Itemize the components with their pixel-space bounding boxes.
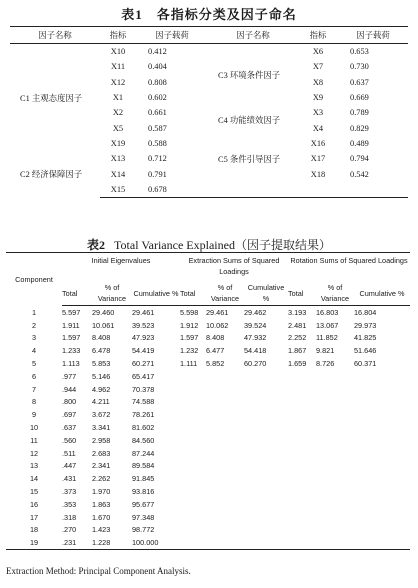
value-cell: .944	[62, 384, 77, 394]
value-cell	[354, 434, 410, 447]
value-cell	[316, 460, 354, 473]
component-cell: 4	[31, 346, 37, 356]
loading-cell: 0.542	[350, 169, 369, 179]
value-cell: 1.233	[62, 346, 81, 356]
value-cell: 2.252	[288, 333, 307, 343]
loading-cell: 0.791	[148, 169, 167, 179]
value-cell	[180, 524, 206, 537]
value-cell	[316, 370, 354, 383]
header-component: Component	[6, 253, 62, 306]
component-cell: 17	[29, 512, 39, 522]
value-cell: 5.853	[92, 359, 111, 369]
value-cell	[244, 485, 288, 498]
value-cell	[316, 447, 354, 460]
indicator-cell: X19	[110, 138, 126, 148]
table-row	[6, 434, 410, 447]
component-cell: 15	[29, 487, 39, 497]
component-cell: 1	[31, 307, 37, 317]
table2-title-prefix: 表2	[87, 238, 106, 252]
value-cell: 47.932	[244, 333, 267, 343]
component-cell: 6	[31, 371, 37, 381]
table-row	[6, 344, 410, 357]
header-extraction-pct: % of Variance	[206, 281, 244, 306]
value-cell: .697	[62, 410, 77, 420]
indicator-cell: X5	[112, 123, 124, 133]
value-cell: 16.804	[354, 307, 377, 317]
value-cell: 39.523	[132, 320, 155, 330]
value-cell: 1.659	[288, 359, 307, 369]
table1-title: 表1 各指标分类及因子命名	[121, 7, 297, 22]
component-cell: 2	[31, 320, 37, 330]
value-cell	[244, 421, 288, 434]
value-cell: 6.478	[92, 346, 111, 356]
factor-naming-body	[10, 44, 408, 198]
value-cell: 29.462	[244, 307, 267, 317]
value-cell	[288, 434, 316, 447]
value-cell	[316, 536, 354, 549]
table-row	[6, 408, 410, 421]
component-cell: 19	[6, 536, 62, 549]
header-extraction-cum: Cumulative %	[244, 281, 288, 306]
value-cell: 95.677	[132, 499, 155, 509]
value-cell	[244, 511, 288, 524]
table-row	[6, 460, 410, 473]
value-cell	[288, 408, 316, 421]
table-row	[6, 511, 410, 524]
value-cell	[244, 447, 288, 460]
value-cell: 29.973	[354, 320, 377, 330]
value-cell	[288, 447, 316, 460]
header-extraction-total: Total	[180, 281, 206, 306]
value-cell	[206, 511, 244, 524]
value-cell: 2.481	[288, 320, 307, 330]
value-cell: 29.460	[92, 307, 115, 317]
value-cell	[206, 408, 244, 421]
value-cell	[316, 434, 354, 447]
value-cell	[288, 485, 316, 498]
table-row	[6, 396, 410, 409]
indicator-cell: X10	[110, 47, 126, 57]
value-cell	[244, 524, 288, 537]
value-cell	[244, 472, 288, 485]
value-cell: 54.418	[244, 346, 267, 356]
factor-name-cell: C5 条件引导因子	[218, 154, 281, 164]
value-cell	[316, 396, 354, 409]
value-cell	[206, 536, 244, 549]
value-cell	[316, 472, 354, 485]
indicator-cell: X15	[100, 182, 136, 198]
value-cell: 1.113	[62, 359, 80, 369]
value-cell	[180, 421, 206, 434]
table2-title-suffix: （因子提取结果）	[234, 238, 331, 252]
value-cell	[180, 434, 206, 447]
value-cell	[206, 434, 244, 447]
value-cell: .231	[62, 536, 92, 549]
value-cell: 1.970	[92, 487, 111, 497]
value-cell	[288, 524, 316, 537]
value-cell	[288, 396, 316, 409]
component-cell: 3	[31, 333, 37, 343]
value-cell: 47.923	[132, 333, 155, 343]
loading-cell: 0.661	[148, 108, 167, 118]
value-cell: 8.726	[316, 359, 335, 369]
value-cell: 1.912	[180, 320, 199, 330]
loading-cell: 0.678	[136, 182, 208, 198]
value-cell: 1.863	[92, 499, 111, 509]
value-cell: 1.597	[62, 333, 81, 343]
value-cell: .511	[62, 448, 76, 458]
value-cell	[354, 536, 410, 549]
value-cell: 1.670	[92, 512, 111, 522]
value-cell	[180, 396, 206, 409]
value-cell: 41.825	[354, 333, 377, 343]
value-cell	[180, 447, 206, 460]
value-cell	[206, 447, 244, 460]
value-cell: 10.062	[206, 320, 229, 330]
value-cell: 3.193	[288, 307, 307, 317]
value-cell: 8.408	[92, 333, 111, 343]
indicator-cell: X18	[310, 169, 326, 179]
value-cell	[180, 498, 206, 511]
value-cell: 60.270	[244, 359, 267, 369]
value-cell	[180, 408, 206, 421]
value-cell: 54.419	[132, 346, 155, 356]
value-cell: 11.852	[316, 333, 338, 343]
indicator-cell: X1	[112, 93, 124, 103]
value-cell	[206, 383, 244, 396]
table-row	[6, 447, 410, 460]
component-cell: 18	[29, 525, 39, 535]
component-cell: 16	[29, 499, 39, 509]
value-cell: 1.111	[180, 359, 198, 369]
indicator-cell: X4	[312, 123, 324, 133]
empty-cell	[208, 182, 298, 198]
indicator-cell: X11	[110, 62, 126, 72]
component-cell: 11	[30, 435, 38, 445]
value-cell: 89.584	[132, 461, 155, 471]
header-extraction-sums: Extraction Sums of Squared Loadings	[180, 253, 288, 282]
header-rotation-pct: % of Variance	[316, 281, 354, 306]
value-cell	[206, 498, 244, 511]
value-cell	[206, 396, 244, 409]
value-cell: 1.423	[92, 525, 111, 535]
loading-cell: 0.653	[350, 47, 369, 57]
component-cell: 7	[31, 384, 37, 394]
table-row	[6, 306, 410, 319]
value-cell: 5.146	[92, 371, 111, 381]
value-cell: .353	[62, 499, 77, 509]
table-row	[6, 332, 410, 345]
value-cell: 5.597	[62, 307, 81, 317]
header-initial-cum: Cumulative %	[132, 281, 180, 306]
value-cell	[206, 370, 244, 383]
loading-cell: 0.602	[148, 93, 167, 103]
value-cell: .270	[62, 525, 77, 535]
loading-cell: 0.637	[350, 77, 369, 87]
value-cell	[354, 524, 410, 537]
factor-name-cell: C1 主观态度因子	[20, 93, 83, 103]
value-cell: 2.262	[92, 474, 111, 484]
value-cell: 1.911	[62, 320, 80, 330]
value-cell: 9.821	[316, 346, 335, 356]
value-cell	[180, 511, 206, 524]
value-cell	[354, 498, 410, 511]
value-cell: 51.646	[354, 346, 377, 356]
value-cell: 6.477	[206, 346, 225, 356]
value-cell: 98.772	[132, 525, 155, 535]
value-cell	[180, 485, 206, 498]
table-row	[6, 421, 410, 434]
value-cell	[354, 396, 410, 409]
value-cell	[244, 498, 288, 511]
value-cell	[244, 460, 288, 473]
value-cell	[244, 383, 288, 396]
value-cell: 39.524	[244, 320, 267, 330]
value-cell	[354, 472, 410, 485]
value-cell	[288, 370, 316, 383]
value-cell: 70.378	[132, 384, 155, 394]
loading-cell: 0.789	[350, 108, 369, 118]
component-cell: 14	[29, 474, 39, 484]
value-cell	[206, 472, 244, 485]
value-cell	[206, 485, 244, 498]
value-cell: 5.852	[206, 359, 225, 369]
value-cell	[180, 536, 206, 549]
value-cell: 81.602	[132, 423, 155, 433]
value-cell	[244, 536, 288, 549]
value-cell: 93.816	[132, 487, 155, 497]
value-cell: 13.067	[316, 320, 339, 330]
total-variance-body	[6, 306, 410, 550]
component-cell: 10	[29, 423, 39, 433]
header-loading-left: 因子载荷	[136, 27, 208, 44]
value-cell: 16.803	[316, 307, 339, 317]
loading-cell: 0.588	[148, 138, 167, 148]
loading-cell: 0.489	[350, 138, 369, 148]
extraction-method-note: Extraction Method: Principal Component Analysis.	[6, 566, 191, 576]
value-cell: 29.461	[132, 307, 155, 317]
value-cell: .318	[62, 512, 77, 522]
component-cell: 8	[31, 397, 37, 407]
value-cell	[206, 524, 244, 537]
value-cell	[316, 485, 354, 498]
indicator-cell: X3	[312, 108, 324, 118]
value-cell	[316, 498, 354, 511]
value-cell: 74.588	[132, 397, 155, 407]
value-cell	[316, 524, 354, 537]
value-cell	[180, 370, 206, 383]
value-cell: 3.341	[92, 423, 111, 433]
indicator-cell: X17	[310, 154, 326, 164]
value-cell: .977	[62, 371, 77, 381]
value-cell: 5.598	[180, 307, 199, 317]
value-cell	[316, 421, 354, 434]
value-cell: 91.845	[132, 474, 155, 484]
value-cell	[354, 421, 410, 434]
value-cell	[206, 421, 244, 434]
header-initial-eigenvalues: Initial Eigenvalues	[62, 253, 180, 282]
value-cell: 4.962	[92, 384, 111, 394]
empty-cell	[338, 182, 408, 198]
value-cell: .447	[62, 461, 77, 471]
value-cell: 60.271	[132, 359, 155, 369]
value-cell	[354, 485, 410, 498]
loading-cell: 0.404	[148, 62, 167, 72]
value-cell: .637	[62, 423, 77, 433]
total-variance-table	[6, 252, 410, 550]
value-cell: 65.417	[132, 371, 155, 381]
loading-cell: 0.587	[148, 123, 167, 133]
table-row	[6, 357, 410, 370]
indicator-cell: X14	[110, 169, 126, 179]
value-cell	[206, 460, 244, 473]
value-cell: 78.261	[132, 410, 155, 420]
table-row	[10, 44, 408, 60]
factor-name-cell: C4 功能绩效因子	[218, 116, 281, 126]
header-rotation-sums: Rotation Sums of Squared Loadings	[288, 253, 410, 282]
value-cell	[288, 536, 316, 549]
factor-naming-table	[10, 26, 408, 198]
value-cell: 1.597	[180, 333, 199, 343]
indicator-cell: X8	[312, 77, 324, 87]
value-cell: 1.228	[92, 536, 132, 549]
value-cell: 84.560	[132, 435, 155, 445]
value-cell	[180, 383, 206, 396]
loading-cell: 0.808	[148, 77, 167, 87]
table-row	[6, 498, 410, 511]
value-cell	[354, 370, 410, 383]
value-cell: 1.232	[180, 346, 199, 356]
value-cell: 8.408	[206, 333, 225, 343]
value-cell: 2.341	[92, 461, 111, 471]
header-initial-pct: % of Variance	[92, 281, 132, 306]
value-cell: 2.958	[92, 435, 111, 445]
value-cell: .560	[62, 435, 77, 445]
value-cell: 97.348	[132, 512, 155, 522]
header-rotation-total: Total	[288, 281, 316, 306]
value-cell: 4.211	[92, 397, 110, 407]
table-row	[6, 536, 410, 549]
component-cell: 13	[29, 461, 39, 471]
table-row	[6, 319, 410, 332]
value-cell	[180, 472, 206, 485]
value-cell: .431	[62, 474, 77, 484]
value-cell	[316, 408, 354, 421]
loading-cell: 0.794	[350, 154, 369, 164]
value-cell	[354, 383, 410, 396]
value-cell	[244, 408, 288, 421]
component-cell: 9	[31, 410, 37, 420]
header-factor-name-left: 因子名称	[10, 27, 100, 44]
loading-cell: 0.669	[350, 93, 369, 103]
indicator-cell: X9	[312, 93, 324, 103]
value-cell	[288, 472, 316, 485]
table2-title-main: Total Variance Explained	[114, 238, 235, 252]
loading-cell: 0.712	[148, 154, 167, 164]
value-cell	[244, 370, 288, 383]
indicator-cell: X13	[110, 154, 126, 164]
loading-cell: 0.730	[350, 62, 369, 72]
indicator-cell: X6	[312, 47, 324, 57]
table-row	[6, 472, 410, 485]
table-row	[6, 524, 410, 537]
value-cell	[354, 511, 410, 524]
value-cell	[288, 498, 316, 511]
value-cell	[288, 383, 316, 396]
component-cell: 12	[29, 448, 39, 458]
value-cell	[180, 460, 206, 473]
value-cell: 10.061	[92, 320, 115, 330]
value-cell: 87.244	[132, 448, 155, 458]
indicator-cell: X16	[310, 138, 326, 148]
value-cell: 3.672	[92, 410, 111, 420]
value-cell	[316, 383, 354, 396]
value-cell	[288, 421, 316, 434]
factor-name-cell: C2 经济保障因子	[20, 170, 83, 180]
value-cell: 60.371	[354, 359, 377, 369]
header-indicator-right: 指标	[298, 27, 338, 44]
loading-cell: 0.412	[148, 47, 167, 57]
component-cell: 5	[31, 359, 37, 369]
value-cell	[354, 408, 410, 421]
value-cell: 1.867	[288, 346, 307, 356]
loading-cell: 0.829	[350, 123, 369, 133]
value-cell: 29.461	[206, 307, 229, 317]
header-initial-total: Total	[62, 281, 92, 306]
value-cell	[316, 511, 354, 524]
header-indicator-left: 指标	[100, 27, 136, 44]
value-cell: .800	[62, 397, 77, 407]
header-rotation-cum: Cumulative %	[354, 281, 410, 306]
factor-name-cell: C3 环境条件因子	[218, 70, 281, 80]
value-cell	[244, 396, 288, 409]
value-cell	[288, 460, 316, 473]
indicator-cell: X12	[110, 77, 126, 87]
indicator-cell: X2	[112, 108, 124, 118]
value-cell: .373	[62, 487, 77, 497]
value-cell	[244, 434, 288, 447]
table-row	[6, 485, 410, 498]
empty-cell	[298, 182, 338, 198]
value-cell: 100.000	[132, 536, 180, 549]
header-factor-name-right: 因子名称	[208, 27, 298, 44]
value-cell	[288, 511, 316, 524]
table-row	[6, 383, 410, 396]
value-cell	[354, 460, 410, 473]
indicator-cell: X7	[312, 62, 324, 72]
value-cell	[354, 447, 410, 460]
header-loading-right: 因子载荷	[338, 27, 408, 44]
table-row	[6, 370, 410, 383]
table2-title	[0, 236, 418, 253]
value-cell: 2.683	[92, 448, 111, 458]
